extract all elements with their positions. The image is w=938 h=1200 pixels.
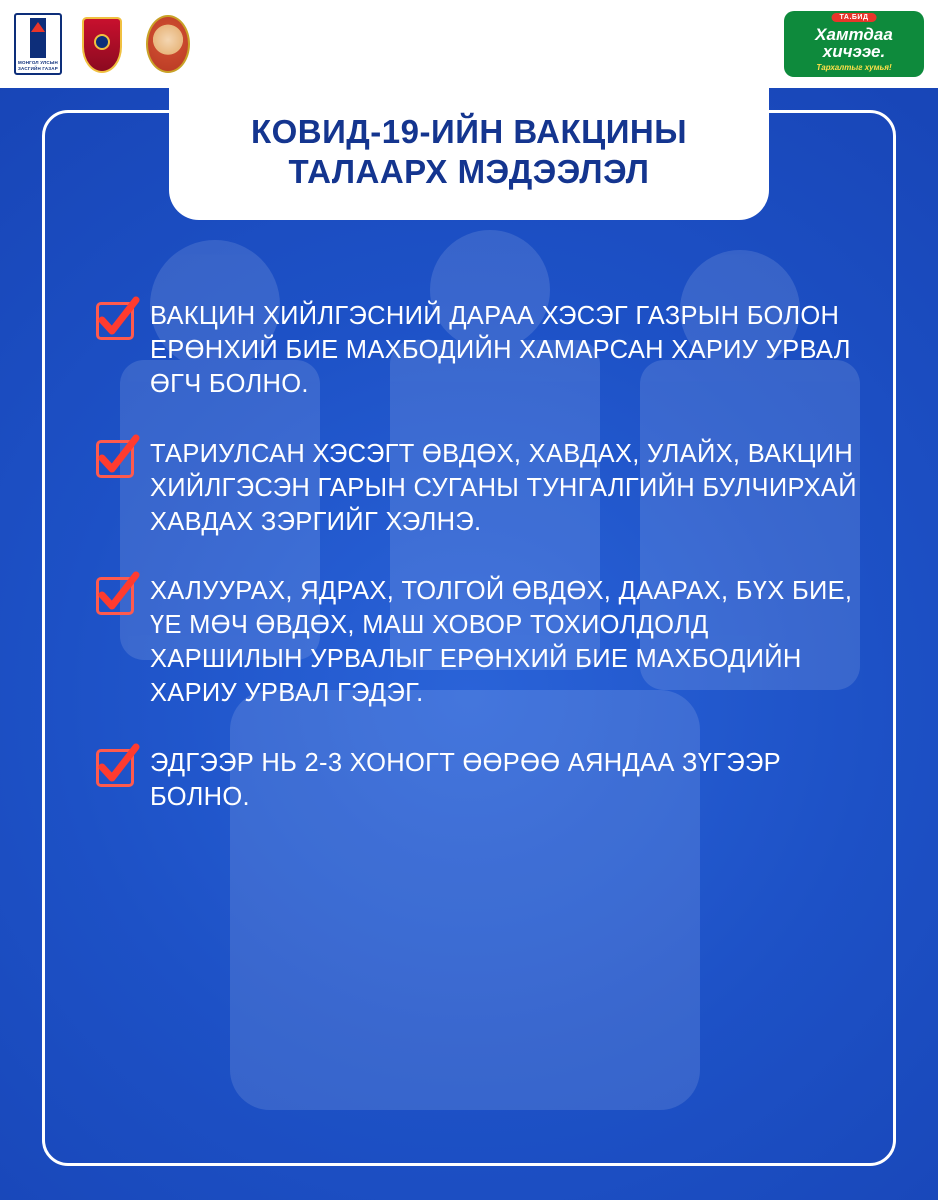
state-seal-emblem [142,13,194,75]
campaign-logo-line1: Хамтдаа [815,25,893,44]
list-item-text: ХАЛУУРАХ, ЯДРАХ, ТОЛГОЙ ӨВДӨХ, ДААРАХ, БҮХ БИЕ, ҮЕ МӨЧ ӨВДӨХ, МАШ ХОВОР ТОХИОЛДОЛД ХАРШИЛЫН УРВАЛЫГ ЕРӨНХИЙ БИЕ МАХБОДИЙН ХАРИУ УРВАЛ ГЭДЭГ. [150,577,853,708]
page-title: КОВИД-19-ИЙН ВАКЦИНЫ ТАЛААРХ МЭДЭЭЛЭЛ [250,112,688,190]
checkbox-checked-icon [96,440,134,478]
title-plate [169,88,769,220]
emblem-group [14,13,194,75]
list-item [96,747,862,815]
list-item-text: ТАРИУЛСАН ХЭСЭГТ ӨВДӨХ, ХАВДАХ, УЛАЙХ, ВАКЦИН ХИЙЛГЭСЭН ГАРЫН СУГАНЫ ТУНГАЛГИЙН БУЛЧИРХАЙ ХАВДАХ ЗЭРГИЙГ ХЭЛНЭ. [150,439,857,536]
police-emblem [76,13,128,75]
checkbox-checked-icon [96,302,134,340]
campaign-logo-line2: хичээе. [822,42,886,61]
list-item [96,575,862,711]
mongolia-government-emblem [14,13,62,75]
government-emblem-caption: МОНГОЛ УЛСЫН ЗАСГИЙН ГАЗАР [18,60,58,71]
checkbox-checked-icon [96,749,134,787]
campaign-logo-tagline-top: ТА.БИД [832,13,877,22]
checkbox-checked-icon [96,577,134,615]
list-item [96,300,862,402]
info-list [96,300,862,851]
campaign-logo-line3: Тархалтыг хумья! [816,63,892,72]
campaign-logo [784,11,924,77]
list-item-text: ЭДГЭЭР НЬ 2-3 ХОНОГТ ӨӨРӨӨ АЯНДАА ЗҮГЭЭР БОЛНО. [150,749,781,811]
list-item-text: ВАКЦИН ХИЙЛГЭСНИЙ ДАРАА ХЭСЭГ ГАЗРЫН БОЛОН ЕРӨНХИЙ БИЕ МАХБОДИЙН ХАМАРСАН ХАРИУ УРВАЛ ӨГЧ БОЛНО. [150,302,851,398]
header-bar [0,0,938,88]
list-item [96,438,862,540]
